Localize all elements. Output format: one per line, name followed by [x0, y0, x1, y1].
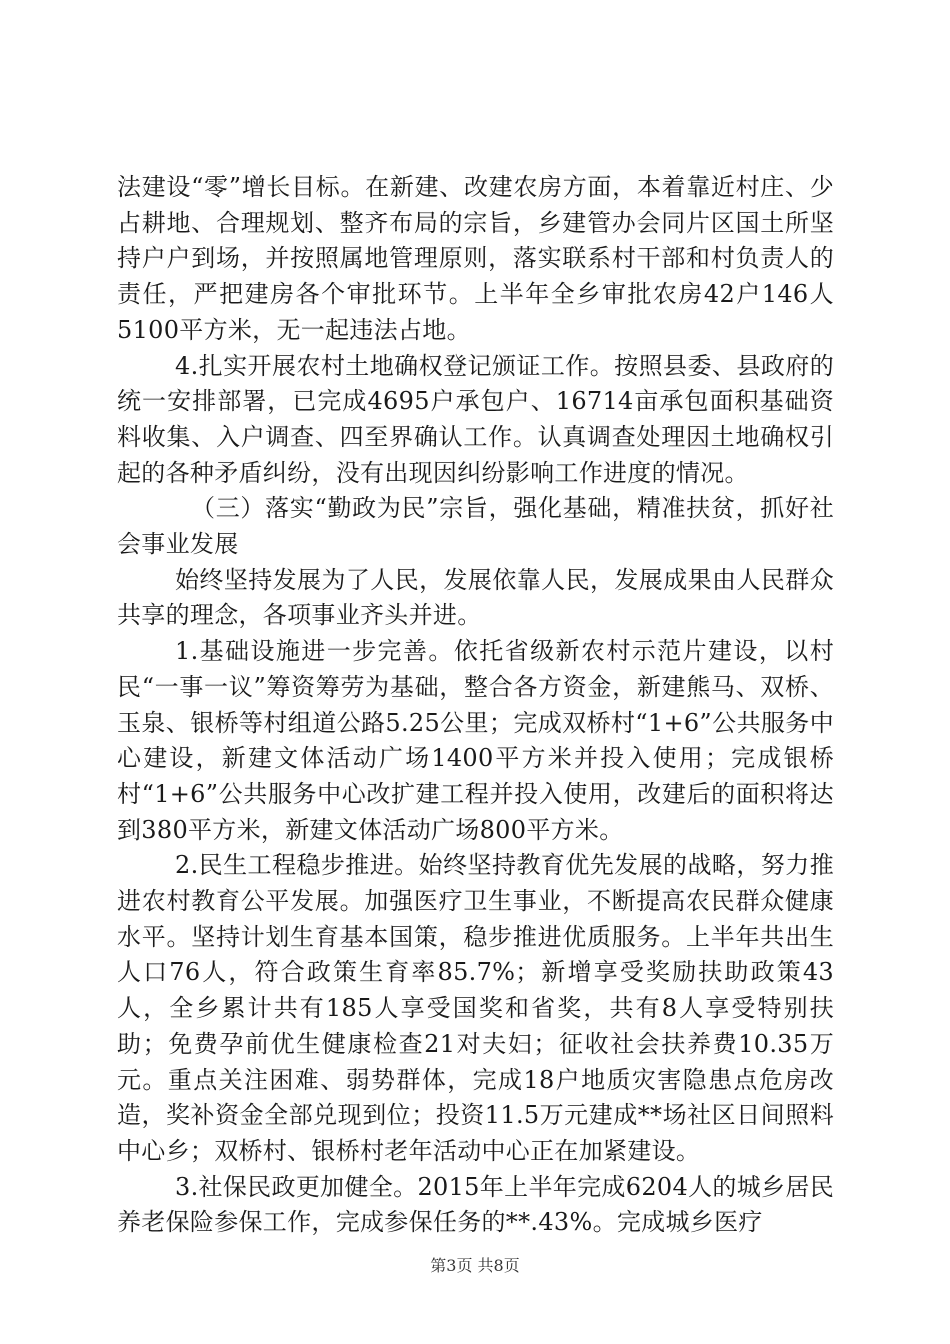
paragraph: 始终坚持发展为了人民，发展依靠人民，发展成果由人民群众共享的理念，各项事业齐头并进。: [117, 565, 834, 630]
paragraph: 3.社保民政更加健全。2015年上半年完成6204人的城乡居民养老保险参保工作，完成参保任务的**.43%。完成城乡医疗: [117, 1172, 834, 1237]
paragraph: 4.扎实开展农村土地确权登记颁证工作。按照县委、县政府的统一安排部署，已完成4695户承包户、16714亩承包面积基础资料收集、入户调查、四至界确认工作。认真调查处理因土地确权引起的各种矛盾纠纷，没有出现因纠纷影响工作进度的情况。: [117, 351, 834, 487]
paragraph: 法建设“零”增长目标。在新建、改建农房方面，本着靠近村庄、少占耕地、合理规划、整齐布局的宗旨，乡建管办会同片区国土所坚持户户到场，并按照属地管理原则，落实联系村干部和村负责人的责任，严把建房各个审批环节。上半年全乡审批农房42户146人5100平方米，无一起违法占地。: [117, 173, 834, 344]
paragraph: 1.基础设施进一步完善。依托省级新农村示范片建设，以村民“一事一议”筹资筹劳为基础，整合各方资金，新建熊马、双桥、玉泉、银桥等村组道公路5.25公里；完成双桥村“1+6”公共服务中心建设，新建文体活动广场1400平方米并投入使用；完成银桥村“1+6”公共服务中心改扩建工程并投入使用，改建后的面积将达到380平方米，新建文体活动广场800平方米。: [117, 637, 834, 844]
paragraph: 2.民生工程稳步推进。始终坚持教育优先发展的战略，努力推进农村教育公平发展。加强医疗卫生事业，不断提高农民群众健康水平。坚持计划生育基本国策，稳步推进优质服务。上半年共出生人口76人，符合政策生育率85.7%；新增享受奖励扶助政策43人，全乡累计共有185人享受国奖和省奖，共有8人享受特别扶助；免费孕前优生健康检查21对夫妇；征收社会扶养费10.35万元。重点关注困难、弱势群体，完成18户地质灾害隐患点危房改造，奖补资金全部兑现到位；投资11.5万元建成**场社区日间照料中心乡；双桥村、银桥村老年活动中心正在加紧建设。: [117, 851, 834, 1165]
section-heading: （三）落实“勤政为民”宗旨，强化基础，精准扶贫，抓好社会事业发展: [117, 494, 834, 559]
page-number-footer: 第3页 共8页: [430, 1256, 520, 1275]
document-body: [117, 170, 834, 1241]
